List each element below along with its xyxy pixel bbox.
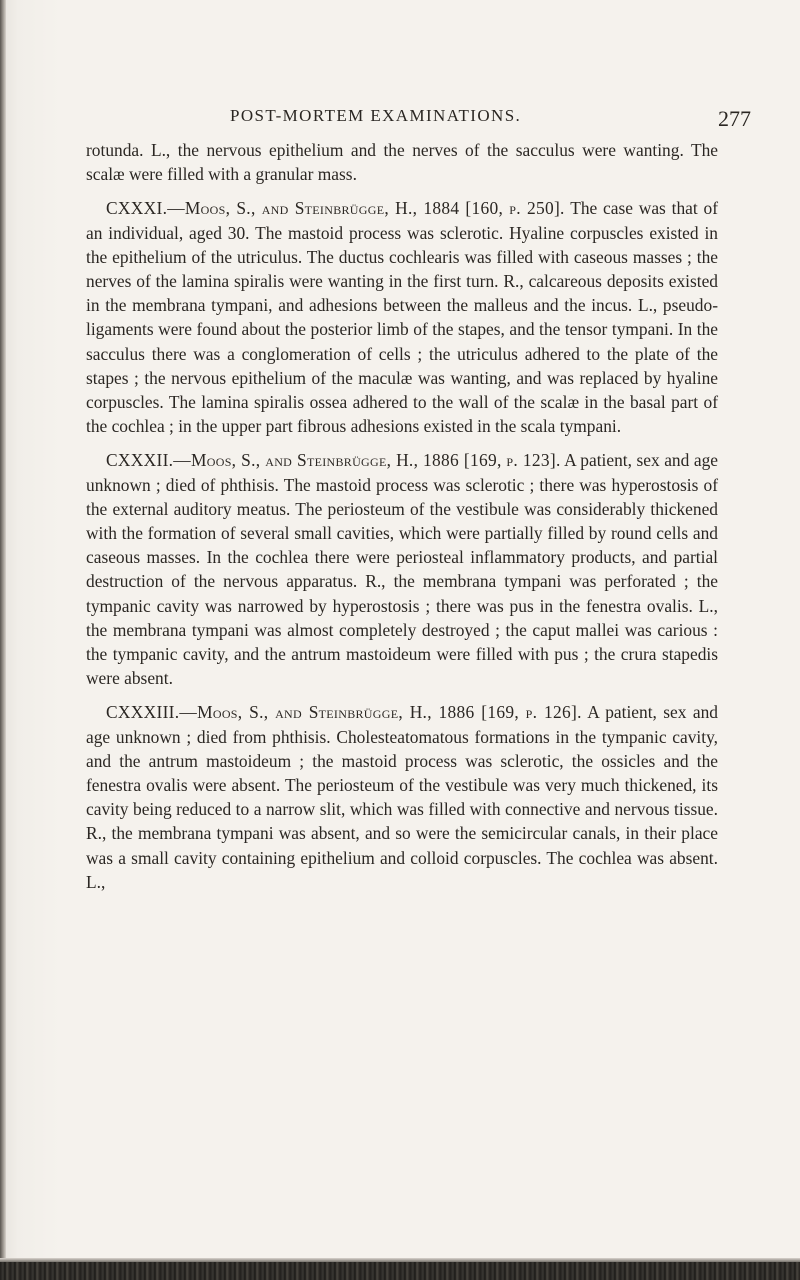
paragraph-text: The case was that of an individual, aged 30. The mastoid process was sclerotic. Hyaline corpuscles existed in the epithelium of the utriculus. The ductus cochlearis was filled with caseous masses ; the nerves of the lamina spiralis were wanting in the first turn. R., calcareous deposits existed in the membrana tympani, and adhesions between the malleus and the incus. L., pseudo-ligaments were found about the posterior limb of the stapes, and the tensor tympani. In the sacculus there was a conglomeration of cells ; the utriculus adhered to the plate of the stapes ; the nervous epithelium of the maculæ was wanting, and was replaced by hyaline corpuscles. The lamina spiralis ossea adhered to the wall of the scalæ in the basal part of the cochlea ; in the upper part fibrous adhesions existed in the scala tympani.: [86, 198, 718, 437]
page-number: 277: [718, 106, 751, 131]
paragraph-text: rotunda. L., the nervous epithelium and the nerves of the sacculus were wanting. The scalæ were filled with a granular mass.: [86, 140, 718, 185]
paragraph-text: A patient, sex and age unknown ; died from phthisis. Cholesteatomatous formations in the tympanic cavity, and the antrum mastoideum ; the mastoid process was sclerotic, the ossicles and the fenestra ovalis were absent. The periosteum of the vestibule was very much thickened, its cavity being reduced to a narrow slit, which was filled with connective and nervous tissue. R., the membrana tympani was absent, and so were the semicircular canals, in their place was a small cavity containing epithelium and colloid corpuscles. The cochlea was absent. L.,: [86, 702, 718, 892]
running-head: POST-MORTEM EXAMINATIONS.: [230, 106, 522, 125]
page-bottom-edge: [0, 1262, 800, 1280]
paragraph-continuation: [86, 138, 718, 186]
case-citation: CXXXIII.—Moos, S., and Steinbrügge, H., 1886 [169, p. 126].: [106, 702, 582, 723]
paragraph-text: A patient, sex and age unknown ; died of phthisis. The mastoid process was sclerotic ; there was hyperostosis of the external auditory meatus. The periosteum of the vestibule was considerably thickened with the formation of several small cavities, which were partially filled by round cells and caseous masses. In the cochlea there were periosteal inflammatory products, and partial destruction of the nervous apparatus. R., the membrana tympani was perforated ; the tympanic cavity was narrowed by hyperostosis ; there was pus in the fenestra ovalis. L., the membrana tympani was almost completely destroyed ; the caput mallei was carious : the tympanic cavity, and the antrum mastoideum were filled with pus ; the crura stapedis were absent.: [86, 450, 718, 689]
paragraph-case-cxxxii: [86, 448, 718, 690]
body-text: [86, 138, 718, 894]
paragraph-case-cxxxiii: [86, 700, 718, 894]
book-spine-shadow: [0, 0, 6, 1280]
case-citation: CXXXI.—Moos, S., and Steinbrügge, H., 1884 [160, p. 250].: [106, 198, 565, 219]
page-header: [0, 92, 800, 132]
case-citation: CXXXII.—Moos, S., and Steinbrügge, H., 1886 [169, p. 123].: [106, 450, 561, 471]
paragraph-case-cxxxi: [86, 196, 718, 438]
